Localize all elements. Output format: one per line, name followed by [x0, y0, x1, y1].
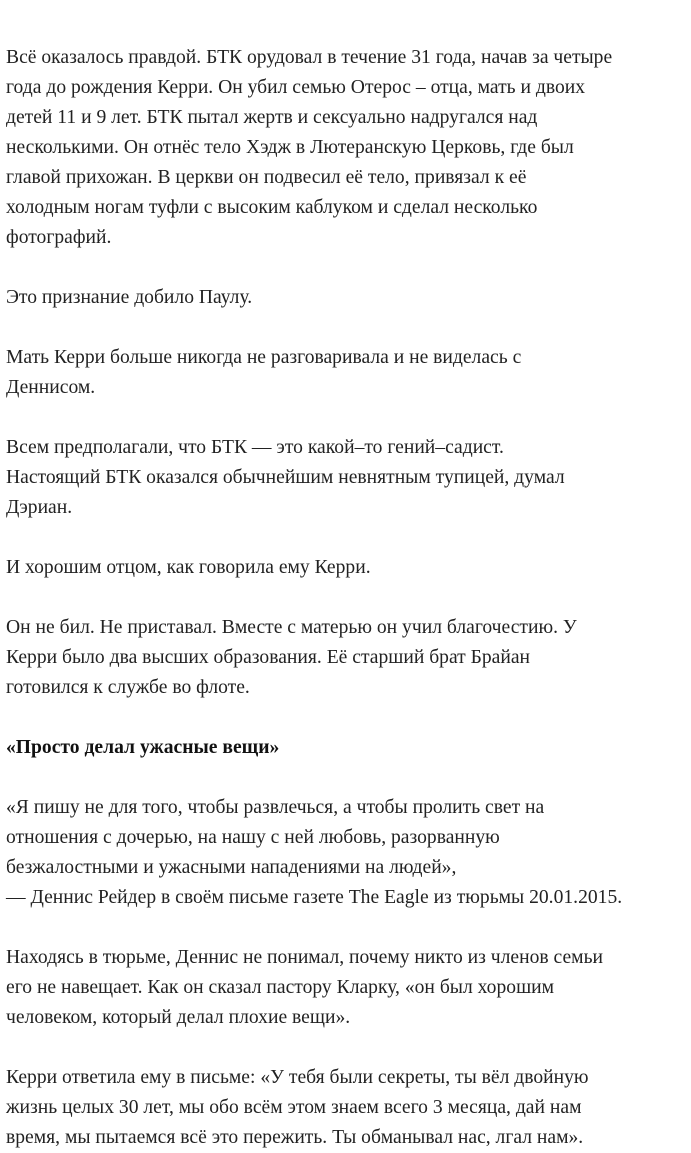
paragraph-kerri-letter: Керри ответила ему в письме: «У тебя были секреты, ты вёл двойную жизнь целых 30 лет, мы обо всём этом знаем всего 3 месяца, дай нам время, мы пытаемся всё это пережить. Ты обманывал нас, лгал нам».: [6, 1067, 589, 1148]
quote-block: «Я пишу не для того, чтобы развлечься, а чтобы пролить свет на отношения с дочерью, на нашу с ней любовь, разорванную безжалостными и ужасными нападениями на людей», — Деннис Рейдер в своём письме газете The Eagle из тюрьмы 20.01.2015.: [6, 797, 623, 908]
paragraph-mother: Мать Керри больше никогда не разговаривала и не виделась с Деннисом.: [6, 347, 522, 398]
paragraph-good-father: И хорошим отцом, как говорила ему Керри.: [6, 557, 371, 578]
paragraph-paula: Это признание добило Паулу.: [6, 287, 253, 308]
paragraph-truth-revealed: Всё оказалось правдой. БТК орудовал в течение 31 года, начав за четыре года до рождения Керри. Он убил семью Отерос – отца, мать и двоих детей 11 и 9 лет. БТК пытал жертв и сексуально надругался над несколькими. Он отнёс тело Хэдж в Лютеранскую Церковь, где был главой прихожан. В церкви он подвесил её тело, привязал к её холодным ногам туфли с высоким каблуком и сделал несколько фотографий.: [6, 47, 613, 248]
paragraph-upbringing: Он не бил. Не приставал. Вместе с матерью он учил благочестию. У Керри было два высших образования. Её старший брат Брайан готовился к службе во флоте.: [6, 617, 577, 698]
paragraph-genius-sadist: Всем предполагали, что БТК — это какой–то гений–садист. Настоящий БТК оказался обычнейшим невнятным тупицей, думал Дэриан.: [6, 437, 565, 518]
section-heading: «Просто делал ужасные вещи»: [6, 737, 280, 758]
paragraph-prison: Находясь в тюрьме, Деннис не понимал, почему никто из членов семьи его не навещает. Как он сказал пастору Кларку, «он был хорошим человеком, который делал плохие вещи».: [6, 947, 604, 1028]
